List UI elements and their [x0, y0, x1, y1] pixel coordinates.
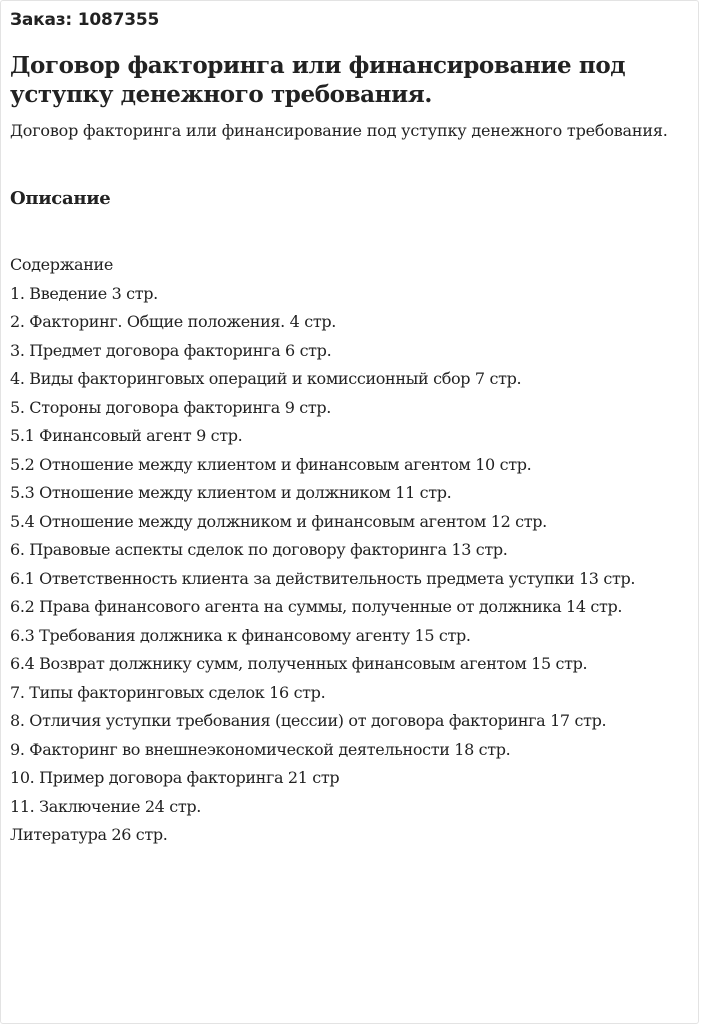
toc-item: 6.1 Ответственность клиента за действительность предмета уступки 13 стр.	[10, 568, 636, 588]
toc-item: 6. Правовые аспекты сделок по договору факторинга 13 стр.	[10, 540, 508, 559]
toc-item: 7. Типы факторинговых сделок 16 стр.	[10, 682, 326, 702]
toc-item: 9. Факторинг во внешнеэкономической деятельности 18 стр.	[10, 739, 511, 759]
toc-item: 4. Виды факторинговых операций и комиссионный сбор 7 стр.	[10, 369, 522, 388]
toc-item: 5.2 Отношение между клиентом и финансовым агентом 10 стр.	[10, 454, 532, 474]
description-heading: Описание	[10, 188, 111, 209]
toc-item: 3. Предмет договора факторинга 6 стр.	[10, 340, 332, 360]
toc-item: 2. Факторинг. Общие положения. 4 стр.	[10, 312, 336, 331]
toc-item: 10. Пример договора факторинга 21 стр	[10, 768, 340, 787]
toc-item: 5.1 Финансовый агент 9 стр.	[10, 426, 243, 445]
toc-item: Литература 26 стр.	[10, 825, 168, 844]
document-title: Договор факторинга или финансирование под уступку денежного требования.	[10, 52, 626, 108]
document-subtitle: Договор факторинга или финансирование под уступку денежного требования.	[10, 121, 668, 140]
toc-item: 5.3 Отношение между клиентом и должником 11 стр.	[10, 483, 452, 502]
table-of-contents	[10, 251, 698, 850]
toc-item: 5.4 Отношение между должником и финансовым агентом 12 стр.	[10, 511, 547, 531]
toc-item: 6.4 Возврат должнику сумм, полученных финансовым агентом 15 стр.	[10, 654, 588, 673]
toc-item: 6.3 Требования должника к финансовому агенту 15 стр.	[10, 625, 471, 645]
order-number: Заказ: 1087355	[10, 10, 160, 30]
toc-item: 1. Введение 3 стр.	[10, 283, 158, 303]
toc-item: 8. Отличия уступки требования (цессии) от договора факторинга 17 стр.	[10, 711, 607, 730]
toc-item: 5. Стороны договора факторинга 9 стр.	[10, 397, 332, 417]
toc-item: 6.2 Права финансового агента на суммы, полученные от должника 14 стр.	[10, 597, 623, 616]
toc-heading: Содержание	[10, 255, 113, 274]
toc-item: 11. Заключение 24 стр.	[10, 796, 201, 816]
